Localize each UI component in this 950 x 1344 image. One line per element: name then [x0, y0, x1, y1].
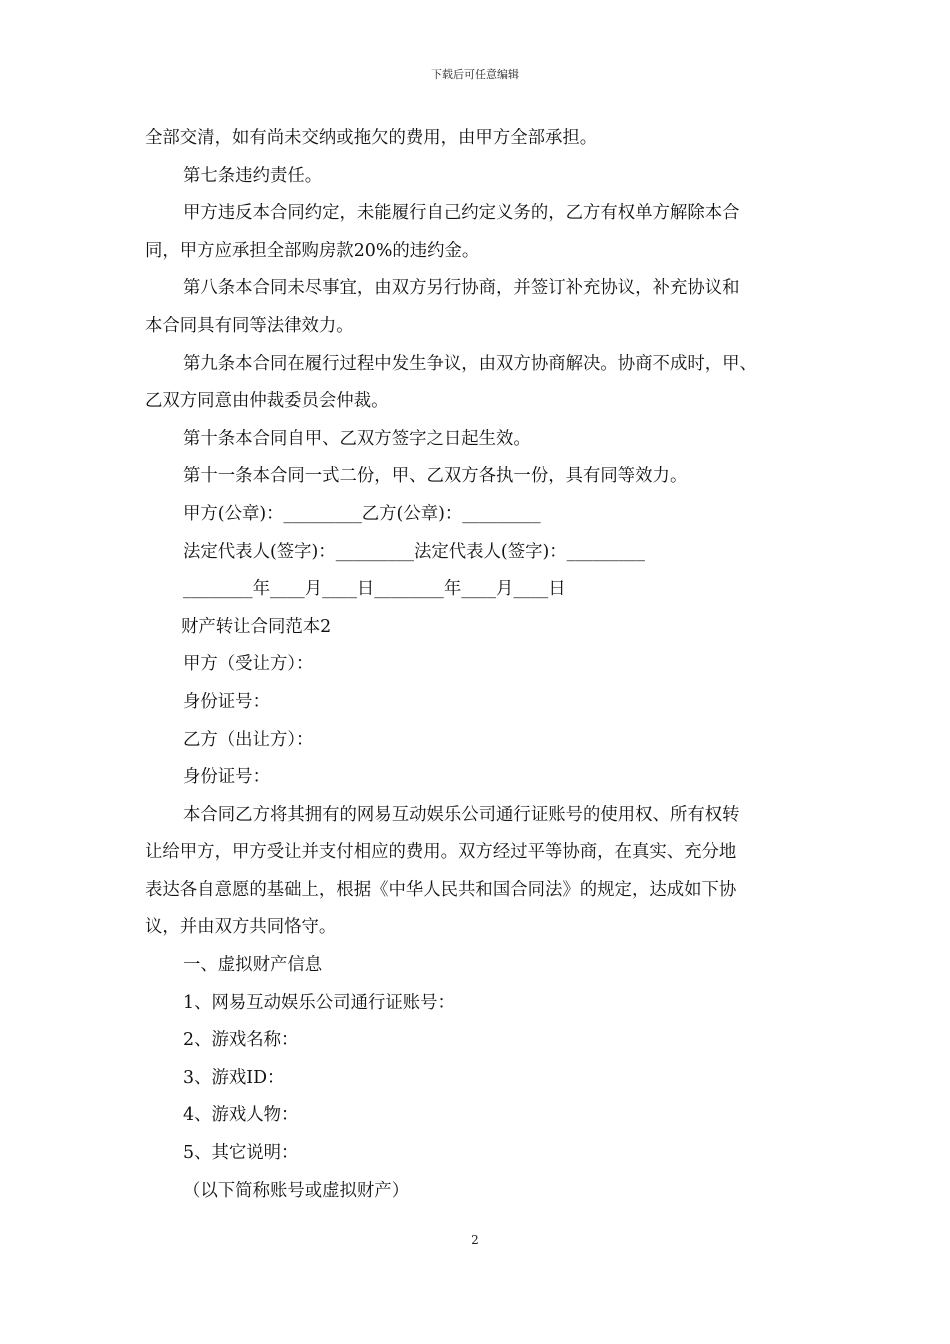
text-line: 议，并由双方共同恪守。 [145, 917, 337, 938]
text-line: 本合同乙方将其拥有的网易互动娱乐公司通行证账号的使用权、所有权转 [183, 804, 740, 825]
id-number-label: 身份证号： [183, 691, 270, 712]
article-9: 第九条本合同在履行过程中发生争议，由双方协商解决。协商不成时，甲、 [183, 353, 757, 374]
list-item: 2、游戏名称： [183, 1030, 299, 1051]
document-body [145, 120, 820, 1210]
text-line: 全部交清，如有尚未交纳或拖欠的费用，由甲方全部承担。 [145, 128, 598, 148]
note-line: （以下简称账号或虚拟财产） [183, 1180, 410, 1201]
text-line: 让给甲方，甲方受让并支付相应的费用。双方经过平等协商，在真实、充分地 [145, 842, 737, 863]
article-10: 第十条本合同自甲、乙双方签字之日起生效。 [183, 428, 531, 449]
seal-line: 甲方(公章)：_________乙方(公章)：_________ [183, 503, 541, 524]
text-line: 表达各自意愿的基础上，根据《中华人民共和国合同法》的规定，达成如下协 [145, 879, 737, 900]
page-header: 下载后可任意编辑 [431, 68, 519, 81]
article-7-heading: 第七条违约责任。 [183, 165, 323, 186]
page-number: 2 [471, 1233, 479, 1247]
party-b-label: 乙方（出让方）： [183, 729, 314, 750]
list-item: 5、其它说明： [183, 1143, 299, 1164]
party-a-label: 甲方（受让方）： [183, 654, 314, 675]
subsection-heading: 一、虚拟财产信息 [183, 955, 323, 976]
article-8: 第八条本合同未尽事宜，由双方另行协商，并签订补充协议，补充协议和 [183, 278, 740, 299]
representative-signature-line: 法定代表人(签字)：_________法定代表人(签字)：_________ [183, 541, 645, 562]
text-line: 甲方违反本合同约定，未能履行自己约定义务的，乙方有权单方解除本合 [183, 203, 740, 224]
list-item: 1、网易互动娱乐公司通行证账号： [183, 992, 455, 1013]
list-item: 3、游戏ID： [183, 1067, 285, 1088]
text-line: 本合同具有同等法律效力。 [145, 315, 354, 336]
text-line: 乙双方同意由仲裁委员会仲裁。 [145, 391, 389, 412]
list-item: 4、游戏人物： [183, 1105, 299, 1126]
article-11: 第十一条本合同一式二份，甲、乙双方各执一份，具有同等效力。 [183, 466, 688, 487]
date-line: ________年____月____日________年____月____日 [183, 579, 566, 600]
section-title: 财产转让合同范本2 [181, 616, 332, 637]
text-line: 同，甲方应承担全部购房款20%的违约金。 [145, 240, 480, 261]
id-number-label: 身份证号： [183, 767, 270, 788]
